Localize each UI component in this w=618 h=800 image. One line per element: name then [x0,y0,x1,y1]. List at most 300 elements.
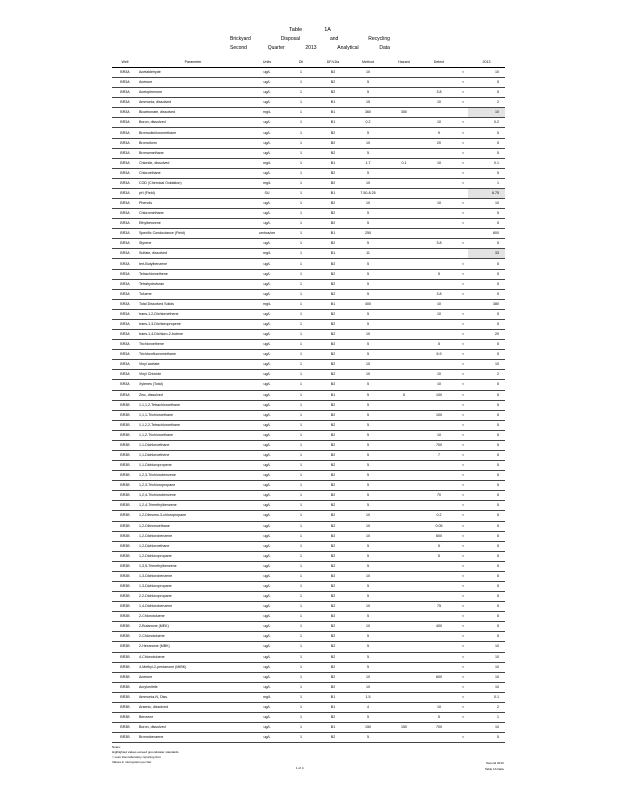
detect-cell [422,652,456,662]
result-cell: 5 [468,531,505,541]
method-cell: 0.2 [350,118,386,128]
method-cell: 5 [350,350,386,360]
df-cell: B2 [316,471,350,481]
detect-cell: 5 [422,541,456,551]
detect-cell: 5 [422,269,456,279]
df-cell: B1 [316,108,350,118]
parameter-cell: Bromobenzene [138,733,248,743]
parameter-cell: 2-Hexanone (MBK) [138,642,248,652]
parameter-cell: COD (Chemical Oxidation) [138,178,248,188]
method-cell: 10 [350,682,386,692]
table-row [112,350,505,360]
dilution-cell: 1 [286,713,316,723]
df-cell: B2 [316,602,350,612]
method-cell: 5 [350,450,386,460]
dilution-cell: 1 [286,148,316,158]
detect-cell: 6.9 [422,350,456,360]
qualifier-cell: < [456,531,468,541]
units-cell: ug/L [248,279,286,289]
dilution-cell: 1 [286,692,316,702]
well-cell: BR3A [112,148,138,158]
df-cell: B1 [316,158,350,168]
hazard-cell [386,571,422,581]
result-cell: 1 [468,178,505,188]
detect-cell: 400 [422,622,456,632]
df-cell: B1 [316,692,350,702]
detect-cell: 700 [422,440,456,450]
result-cell: 10 [468,652,505,662]
dilution-cell: 1 [286,88,316,98]
well-cell: BR3B [112,501,138,511]
qualifier-cell: < [456,360,468,370]
dilution-cell: 1 [286,229,316,239]
hazard-cell [386,279,422,289]
hazard-cell [386,199,422,209]
hazard-cell [386,692,422,702]
qualifier-cell: < [456,168,468,178]
dilution-cell: 1 [286,98,316,108]
dilution-cell: 1 [286,350,316,360]
table-row [112,168,505,178]
table-row [112,330,505,340]
parameter-cell: Bromomethane [138,148,248,158]
qualifier-cell: < [456,219,468,229]
units-cell: ug/L [248,168,286,178]
table-row [112,88,505,98]
df-cell: B1 [316,299,350,309]
df-cell: B2 [316,239,350,249]
qualifier-cell: < [456,511,468,521]
hazard-cell [386,602,422,612]
units-cell: ug/L [248,330,286,340]
method-cell: 1.7 [350,158,386,168]
units-cell: ug/L [248,461,286,471]
table-row [112,672,505,682]
table-header-row [112,57,505,68]
well-cell: BR3A [112,259,138,269]
table-row [112,279,505,289]
method-cell: 5 [350,319,386,329]
detect-cell [422,319,456,329]
dilution-cell: 1 [286,622,316,632]
detect-cell [422,682,456,692]
result-cell: 5 [468,440,505,450]
well-cell: BR3B [112,682,138,692]
dilution-cell: 1 [286,501,316,511]
qualifier-cell: < [456,138,468,148]
footer-note: < Less than laboratory reporting limit [112,755,161,759]
result-cell: 5 [468,128,505,138]
detect-cell: 10 [422,380,456,390]
well-cell: BR3B [112,551,138,561]
result-cell: 5 [468,390,505,400]
hazard-cell [386,360,422,370]
table-row [112,420,505,430]
units-cell: ug/L [248,309,286,319]
method-cell: 5 [350,279,386,289]
units-cell: ug/L [248,602,286,612]
dilution-cell: 1 [286,531,316,541]
col-header: Hazard [386,57,422,68]
table-row [112,461,505,471]
well-cell: BR3A [112,219,138,229]
hazard-cell [386,541,422,551]
footer-right: Second 2013 Table 1A Data [485,761,504,771]
hazard-cell [386,178,422,188]
page-number: 1 of 4 [296,766,304,770]
result-cell: 10 [468,360,505,370]
df-cell: B2 [316,521,350,531]
dilution-cell: 1 [286,78,316,88]
qualifier-cell: < [456,98,468,108]
dilution-cell: 1 [286,632,316,642]
method-cell: 5 [350,259,386,269]
dilution-cell: 1 [286,239,316,249]
hazard-cell [386,501,422,511]
hazard-cell [386,632,422,642]
df-cell: B2 [316,219,350,229]
result-cell: 5 [468,541,505,551]
units-cell: ug/L [248,259,286,269]
result-cell: 5 [468,592,505,602]
qualifier-cell: < [456,239,468,249]
method-cell: 10 [350,199,386,209]
units-cell: mg/L [248,178,286,188]
parameter-cell: Specific Conductance (Field) [138,229,248,239]
detect-cell [422,209,456,219]
result-cell: 0.2 [468,118,505,128]
table-row [112,571,505,581]
method-cell: 10 [350,330,386,340]
units-cell: ug/L [248,450,286,460]
well-cell: BR3B [112,571,138,581]
detect-cell [422,642,456,652]
well-cell: BR3A [112,199,138,209]
table-row [112,551,505,561]
df-cell: B2 [316,68,350,78]
parameter-cell: Arsenic, dissolved [138,702,248,712]
dilution-cell: 1 [286,199,316,209]
parameter-cell: 1,3,5-Trimethylbenzene [138,561,248,571]
hazard-cell [386,420,422,430]
detect-cell: 10 [422,370,456,380]
df-cell: B2 [316,370,350,380]
footer-note: Notes: [112,745,121,749]
hazard-cell [386,319,422,329]
result-cell: 5 [468,138,505,148]
table-row [112,410,505,420]
result-cell: 5 [468,622,505,632]
well-cell: BR3A [112,360,138,370]
qualifier-cell: < [456,602,468,612]
units-cell: ug/L [248,581,286,591]
units-cell: ug/L [248,733,286,743]
well-cell: BR3A [112,279,138,289]
detect-cell [422,571,456,581]
units-cell: ug/L [248,471,286,481]
hazard-cell: 350 [386,108,422,118]
qualifier-cell [456,249,468,259]
hazard-cell [386,118,422,128]
hazard-cell: 150 [386,723,422,733]
well-cell: BR3A [112,269,138,279]
parameter-cell: Sulfate, dissolved [138,249,248,259]
parameter-cell: pH (Field) [138,188,248,198]
parameter-cell: Ethylbenzene [138,219,248,229]
parameter-cell: Bromoform [138,138,248,148]
hazard-cell [386,592,422,602]
parameter-cell: Acrylonitrile [138,682,248,692]
df-cell: B2 [316,612,350,622]
hazard-cell [386,309,422,319]
detect-cell [422,360,456,370]
units-cell: ug/L [248,662,286,672]
table-row [112,259,505,269]
col-header: Detect [422,57,456,68]
units-cell: mg/L [248,692,286,702]
result-cell: 5 [468,269,505,279]
units-cell: SU [248,188,286,198]
units-cell: ug/L [248,78,286,88]
units-cell: ug/L [248,713,286,723]
hazard-cell [386,229,422,239]
parameter-cell: Xylenes (Total) [138,380,248,390]
units-cell: ug/L [248,199,286,209]
well-cell: BR3A [112,350,138,360]
method-cell: 11 [350,249,386,259]
units-cell: ug/L [248,128,286,138]
df-cell: B2 [316,168,350,178]
df-cell: B2 [316,279,350,289]
hazard-cell: 0.1 [386,158,422,168]
df-cell: B2 [316,642,350,652]
detect-cell: 3.8 [422,88,456,98]
method-cell: 5 [350,581,386,591]
qualifier-cell: < [456,279,468,289]
result-cell: 2 [468,98,505,108]
table-row [112,521,505,531]
units-cell: ug/L [248,592,286,602]
qualifier-cell: < [456,471,468,481]
hazard-cell [386,491,422,501]
df-cell: B2 [316,380,350,390]
well-cell: BR3B [112,723,138,733]
method-cell: 5 [350,642,386,652]
table-row [112,98,505,108]
dilution-cell: 1 [286,561,316,571]
df-cell: B2 [316,350,350,360]
dilution-cell: 1 [286,612,316,622]
table-row [112,692,505,702]
method-cell: 250 [350,229,386,239]
qualifier-cell: < [456,672,468,682]
units-cell: umhos/cm [248,229,286,239]
method-cell: 5 [350,209,386,219]
detect-cell: 600 [422,672,456,682]
hazard-cell [386,168,422,178]
units-cell: mg/L [248,249,286,259]
header-table-number: 1A [324,27,331,33]
hazard-cell: 5 [386,390,422,400]
hazard-cell [386,219,422,229]
parameter-cell: 1,2-Dibromo-3-chloropropane [138,511,248,521]
qualifier-cell: < [456,501,468,511]
qualifier-cell: < [456,380,468,390]
dilution-cell: 1 [286,461,316,471]
well-cell: BR3B [112,481,138,491]
parameter-cell: 1,1-Dichloropropene [138,461,248,471]
units-cell: ug/L [248,68,286,78]
detect-cell: 700 [422,723,456,733]
method-cell: 10 [350,622,386,632]
method-cell: 5 [350,440,386,450]
table-row [112,118,505,128]
df-cell: B2 [316,430,350,440]
qualifier-cell: < [456,450,468,460]
parameter-cell: 1,2,4-Trimethylbenzene [138,501,248,511]
result-cell: 5 [468,400,505,410]
detect-cell: 0.05 [422,521,456,531]
units-cell: ug/L [248,319,286,329]
hazard-cell [386,98,422,108]
table-row [112,632,505,642]
result-cell: 5 [468,279,505,289]
dilution-cell: 1 [286,723,316,733]
df-cell: B2 [316,541,350,551]
well-cell: BR3B [112,541,138,551]
parameter-cell: Acetone [138,672,248,682]
dilution-cell: 1 [286,219,316,229]
well-cell: BR3A [112,229,138,239]
parameter-cell: trans-1,3-Dichloropropene [138,319,248,329]
df-cell: B2 [316,481,350,491]
detect-cell: 100 [422,410,456,420]
well-cell: BR3B [112,420,138,430]
table-row [112,78,505,88]
method-cell: 10 [350,531,386,541]
result-cell: 10 [468,199,505,209]
result-cell: 0.1 [468,158,505,168]
qualifier-cell: < [456,642,468,652]
df-cell: B2 [316,662,350,672]
units-cell: ug/L [248,440,286,450]
units-cell: mg/L [248,158,286,168]
well-cell: BR3A [112,188,138,198]
dilution-cell: 1 [286,662,316,672]
detect-cell [422,249,456,259]
parameter-cell: Tetrahydrofuran [138,279,248,289]
parameter-cell: 2,2-Dichloropropane [138,592,248,602]
detect-cell [422,733,456,743]
parameter-cell: Phenols [138,199,248,209]
hazard-cell [386,682,422,692]
hazard-cell [386,561,422,571]
table-row [112,309,505,319]
method-cell: 5 [350,88,386,98]
parameter-cell: Chloroethane [138,168,248,178]
qualifier-cell: < [456,481,468,491]
qualifier-cell [456,299,468,309]
table-row [112,269,505,279]
table-row [112,138,505,148]
dilution-cell: 1 [286,571,316,581]
detect-cell: 10 [422,158,456,168]
result-cell: 5 [468,602,505,612]
detect-cell: 3.8 [422,239,456,249]
dilution-cell: 1 [286,521,316,531]
detect-cell: 7 [422,450,456,460]
well-cell: BR3B [112,702,138,712]
hazard-cell [386,249,422,259]
well-cell: BR3B [112,400,138,410]
detect-cell: 70 [422,491,456,501]
result-cell: 5 [468,571,505,581]
well-cell: BR3A [112,108,138,118]
result-cell: 10 [468,662,505,672]
well-cell: BR3B [112,632,138,642]
parameter-cell: 4-Methyl-2-pentanone (MIBK) [138,662,248,672]
method-cell: 5 [350,541,386,551]
well-cell: BR3A [112,88,138,98]
hazard-cell [386,289,422,299]
dilution-cell: 1 [286,592,316,602]
hazard-cell [386,239,422,249]
df-cell: B2 [316,571,350,581]
table-row [112,622,505,632]
table-row [112,108,505,118]
dilution-cell: 1 [286,702,316,712]
table-row [112,723,505,733]
col-header: Units [248,57,286,68]
parameter-cell: Boron, dissolved [138,118,248,128]
detect-cell [422,259,456,269]
units-cell: ug/L [248,209,286,219]
method-cell: 5 [350,289,386,299]
footer-note: Highlighted values exceed groundwater standards [112,750,179,754]
df-cell: B2 [316,148,350,158]
units-cell: ug/L [248,612,286,622]
well-cell: BR3B [112,491,138,501]
well-cell: BR3B [112,440,138,450]
df-cell: B2 [316,551,350,561]
qualifier-cell: < [456,410,468,420]
result-cell: 0.1 [468,692,505,702]
hazard-cell [386,410,422,420]
method-cell: 5 [350,420,386,430]
df-cell: B2 [316,78,350,88]
units-cell: ug/L [248,632,286,642]
qualifier-cell: < [456,592,468,602]
result-cell: 6.75 [468,188,505,198]
table-row [112,249,505,259]
parameter-cell: Vinyl Chloride [138,370,248,380]
detect-cell [422,330,456,340]
result-cell: 5 [468,501,505,511]
dilution-cell: 1 [286,602,316,612]
method-cell: 1.5 [350,692,386,702]
result-cell: 5 [468,733,505,743]
dilution-cell: 1 [286,340,316,350]
df-cell: B1 [316,188,350,198]
table-row [112,128,505,138]
parameter-cell: Toluene [138,289,248,299]
qualifier-cell: < [456,420,468,430]
hazard-cell [386,642,422,652]
well-cell: BR3B [112,642,138,652]
well-cell: BR3B [112,602,138,612]
well-cell: BR3B [112,581,138,591]
well-cell: BR3B [112,733,138,743]
